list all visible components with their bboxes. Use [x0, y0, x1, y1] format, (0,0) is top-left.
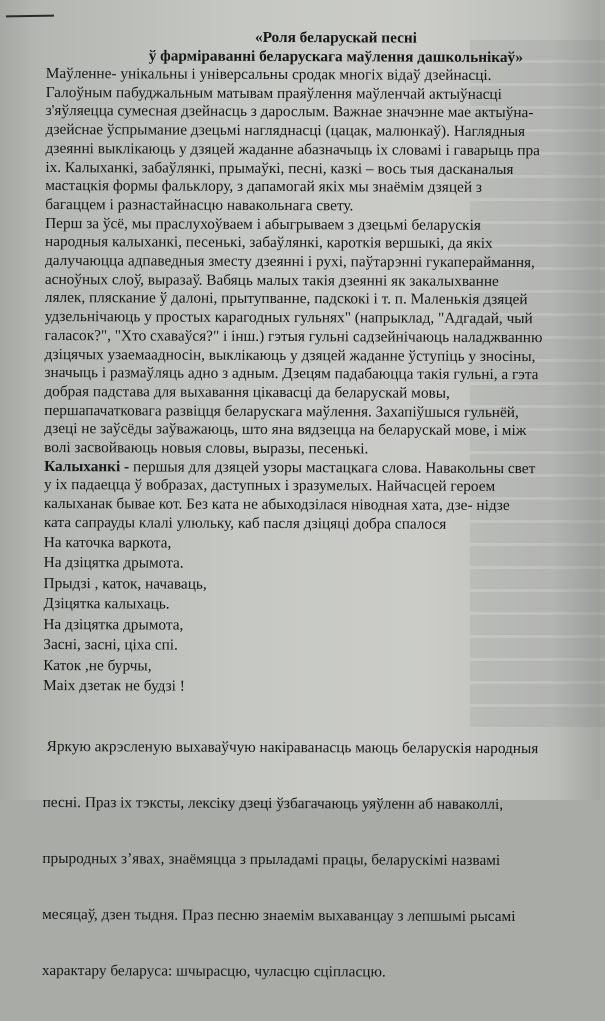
text-line: мастацкія формы фальклору, з дапамогай якіх мы знаёмім дзяцей з — [45, 177, 482, 197]
text-line: далучаюцца адпаведныя зместу дзеянні і рухі, паўтарэнні гукапераймання, — [44, 252, 535, 272]
text-line: іх. Калыханкі, забаўлянкі, прымаўкі, песні, казкі – вось тыя дасканалыя — [45, 158, 514, 178]
title-line: ў фарміраванні беларускага маўлення дашкольнікаў» — [148, 46, 524, 66]
text-line: дзіцячых узаемаадносін, выклікаюць у дзяцей жаданне ўступіць у зносіны, — [44, 345, 536, 365]
text-line: народныя калыханкі, песенькі, забаўлянкі, кароткія вершыкі, да якіх — [45, 233, 493, 253]
verse-line: Каток ,не бурчы, — [43, 656, 152, 675]
text-line: месяцаў, дзен тыдня. Праз песню знаемім выхаванцау з лепшымі рысамі — [42, 906, 516, 926]
text-line: дзеці не заўсёды заўважаюць, што яна вядзецца на беларускай мове, і між — [44, 420, 527, 440]
corner-dash-mark — [6, 15, 54, 18]
text-line: багаццем і разнастайнасцю навакольнага свету. — [45, 195, 354, 215]
songs-paragraph — [42, 701, 583, 1021]
text-line: добрая падстава для выхавання цікавасці да беларускай мовы, — [44, 382, 450, 402]
verse-line: Дзіцятка калыхаць. — [43, 595, 170, 613]
lullaby-paragraph — [44, 458, 584, 535]
text-line — [44, 458, 584, 479]
text-line: ката сапрауды клалі улюльку, каб пасля дзіцяці добра спалося — [43, 513, 447, 533]
lullaby-verse — [43, 533, 584, 699]
text-line: галасок?", "Хто схаваўся?" і інш.) гэтыя гульні садзейнічаюць наладжванню — [44, 326, 543, 347]
intro-paragraph — [45, 65, 586, 217]
verse-line: Прыдзі , каток, начаваць, — [43, 574, 207, 593]
text-line: лялек, пляскание ў далоні, прытупванне, падскокі і т. п. Маленькія дзяцей — [44, 289, 528, 309]
games-paragraph — [44, 215, 585, 460]
text-line: калыханак бывае кот. Без ката не абыходзілася ніводная хата, дзе- нідзе — [43, 495, 510, 515]
text-line: волі засвойваюць новыя словы, выразы, песенькі. — [44, 439, 369, 458]
text-line: дзейснае ўспрымание дзецьмі нагляднасці (цацак, малюнкаў). Наглядныя — [45, 121, 526, 141]
text-line: першапачатковага развіцця беларускага маўлення. Захапіўшыся гульнёй, — [44, 401, 519, 421]
document-title — [86, 28, 586, 67]
text-line: у іх падаецца ў вобразах, даступных і зразумелых. Найчасцей героем — [43, 476, 496, 496]
text-line: Галоўным пабуджальным матывам праяўлення маўленчай актыўнасці — [45, 83, 502, 103]
text-line: удзельнічаюць у простых карагодных гульнях" (напрыклад, "Адгадай, чый — [44, 308, 533, 328]
text-line: Перш за ўсё, мы праслухоўваем і абыгрываем з дзецьмі беларускія — [45, 214, 481, 234]
text-line: асноўных слоў, выразаў. Вабяць малых такія дзеянні як закалыхванне — [44, 270, 499, 290]
text-line: дзеянні выклікаюць у дзяцей жаданне абазначыць іх словамі і гаварыць пра — [45, 139, 541, 159]
lullaby-first-line-rest: першыя для дзяцей узоры мастацкага слова. Навакольны свет — [129, 458, 536, 477]
text-line: Яркую акрэсленую выхаваўчую накіраванасць маюць беларускія народныя — [42, 737, 539, 758]
verse-line: На дзіцятка дрымота, — [43, 615, 184, 634]
verse-line: На дзіцятка дрымота. — [43, 554, 184, 572]
text-line: значыць і размаўляць адно з адным. Дзецям падабаюцца такія гульні, а гэта — [44, 364, 539, 384]
text-line: Маўленне- унікальны і універсальны сродак многіх відаў дзейнасці. — [45, 64, 492, 84]
text-line: прыродных з’явах, знаёмяцца з прыладамі працы, беларускімі назвамі — [42, 850, 501, 870]
text-line: песні. Праз іх тэксты, лексіку дзеці ўзбагачаюць уяўленн аб наваколлі, — [42, 794, 504, 814]
verse-line: На каточка варкота, — [43, 533, 172, 552]
lullaby-lead-term: Калыханкі - — [44, 457, 130, 476]
title-line: «Роля беларускай песні — [254, 28, 417, 47]
verse-line: Маіх дзетак не будзі ! — [43, 677, 185, 695]
text-line: характару беларуса: шчырасцю, чуласцю сціпласцю. — [41, 962, 386, 981]
verse-line: Засні, засні, ціха спі. — [43, 636, 178, 654]
document-body — [42, 28, 586, 1021]
text-line: з'яўляецца сумесная дзейнасць з дарослым. Важнае значэнне мае актыўна- — [45, 102, 534, 122]
